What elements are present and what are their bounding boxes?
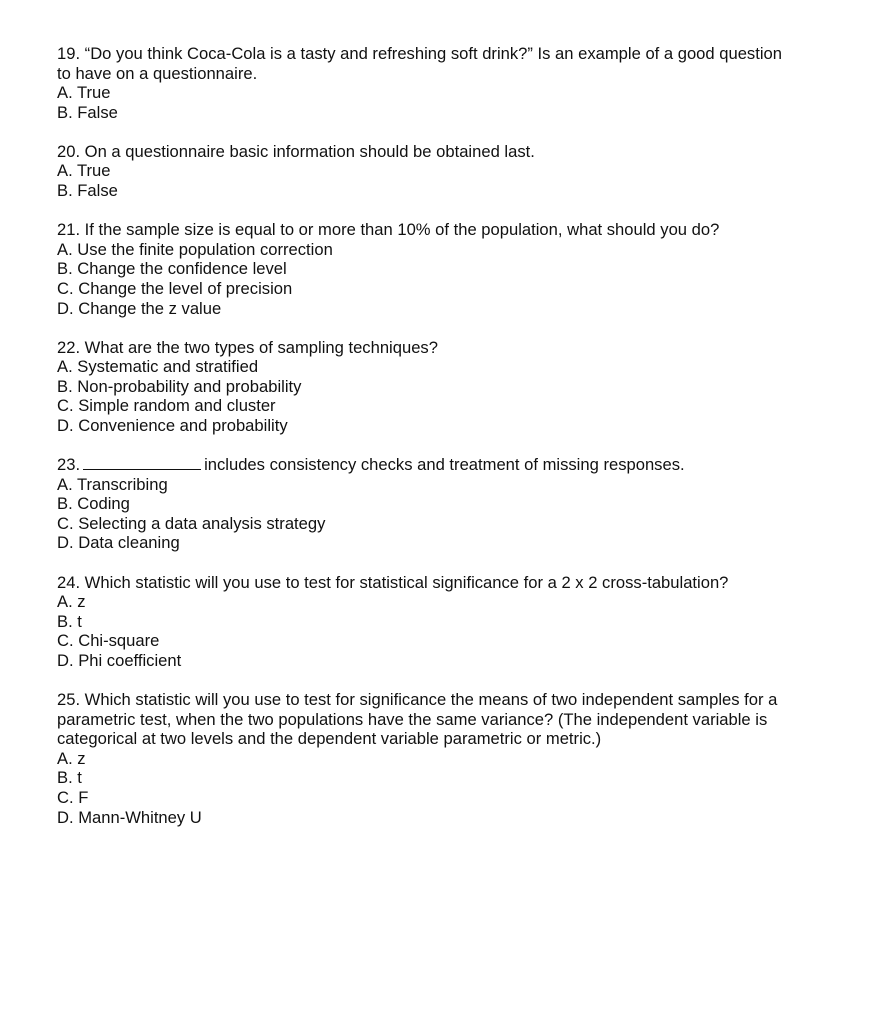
question-stem: 22. What are the two types of sampling techniques? xyxy=(57,337,438,357)
option-b: B. Change the confidence level xyxy=(57,259,287,279)
option-c: C. Chi-square xyxy=(57,631,160,651)
question-stem: 21. If the sample size is equal to or more than 10% of the population, what should you do? xyxy=(57,220,720,240)
option-a: A. z xyxy=(57,592,86,612)
question-stem: 24. Which statistic will you use to test for statistical significance for a 2 x 2 cross-tabulation? xyxy=(57,572,729,592)
question-text: includes consistency checks and treatment of missing responses. xyxy=(204,455,685,475)
option-d: D. Phi coefficient xyxy=(57,650,182,670)
option-c: C. Simple random and cluster xyxy=(57,396,276,416)
question-19 xyxy=(57,44,857,122)
questionnaire-page xyxy=(57,44,857,847)
option-c: C. F xyxy=(57,788,89,807)
option-c: C. Selecting a data analysis strategy xyxy=(57,513,326,533)
option-a: A. Transcribing xyxy=(57,474,168,494)
option-b: B. t xyxy=(57,611,82,631)
option-a: A. z xyxy=(57,748,86,768)
question-stem: 25. Which statistic will you use to test for significance the means of two independent samples for a parametric test, when the two populations have the same variance? (The independent variable is categorical at two levels and the dependent variable parametric or metric.) xyxy=(57,690,778,749)
option-b: B. False xyxy=(57,181,118,201)
fill-in-blank xyxy=(83,455,201,470)
option-b: B. t xyxy=(57,768,82,788)
question-21 xyxy=(57,220,857,318)
option-a: A. Systematic and stratified xyxy=(57,357,259,377)
option-b: B. Coding xyxy=(57,494,130,514)
option-d: D. Mann-Whitney U xyxy=(57,807,202,827)
option-c: C. Change the level of precision xyxy=(57,278,293,298)
option-a: A. True xyxy=(57,83,111,103)
question-stem xyxy=(57,455,857,475)
question-23 xyxy=(57,455,857,553)
option-b: B. False xyxy=(57,102,118,122)
option-a: A. Use the finite population correction xyxy=(57,239,333,259)
option-b: B. Non-probability and probability xyxy=(57,376,302,396)
question-24 xyxy=(57,573,857,671)
question-number: 23. xyxy=(57,455,81,475)
option-d: D. Data cleaning xyxy=(57,533,180,553)
option-d: D. Change the z value xyxy=(57,298,222,318)
option-a: A. True xyxy=(57,161,111,181)
question-stem: 20. On a questionnaire basic information should be obtained last. xyxy=(57,141,535,161)
question-22 xyxy=(57,338,857,436)
question-25 xyxy=(57,690,857,827)
option-d: D. Convenience and probability xyxy=(57,416,288,435)
question-20 xyxy=(57,142,857,201)
question-stem: 19. “Do you think Coca-Cola is a tasty and refreshing soft drink?” Is an example of a good question to have on a questionnaire. xyxy=(57,44,782,83)
